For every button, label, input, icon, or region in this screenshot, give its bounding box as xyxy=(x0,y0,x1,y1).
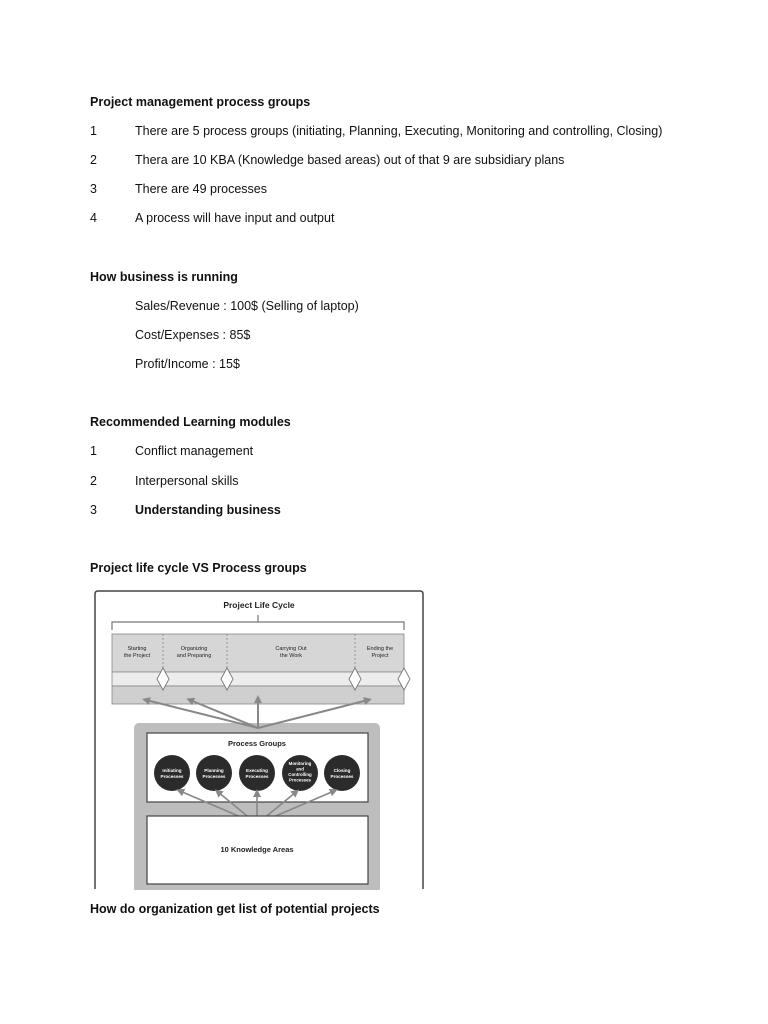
list-number: 2 xyxy=(90,153,97,167)
list-item: Understanding business xyxy=(135,503,281,517)
process-label: Monitoring xyxy=(288,761,312,766)
process-label: Planning xyxy=(204,768,224,773)
phase-label: the Project xyxy=(123,653,151,659)
list-item: Interpersonal skills xyxy=(135,474,239,488)
phase-label: Project xyxy=(371,653,389,659)
heading-learning-modules: Recommended Learning modules xyxy=(90,415,291,429)
diagram-title: Project Life Cycle xyxy=(223,600,295,610)
process-label: Controlling xyxy=(288,772,312,777)
phase-band xyxy=(112,634,404,672)
business-line-cost: Cost/Expenses : 85$ xyxy=(135,328,251,342)
list-number: 2 xyxy=(90,474,97,488)
lifecycle-bracket xyxy=(112,615,404,630)
heading-business-running: How business is running xyxy=(90,270,238,284)
process-label: Processes xyxy=(160,774,184,779)
phase-label: and Preparing xyxy=(176,653,212,659)
heading-process-groups: Project management process groups xyxy=(90,95,311,109)
list-item: There are 5 process groups (initiating, Planning, Executing, Monitoring and controlling, Closing) xyxy=(135,124,663,138)
process-label: Processes xyxy=(202,774,226,779)
list-number: 3 xyxy=(90,182,97,196)
list-item: Thera are 10 KBA (Knowledge based areas) out of that 9 are subsidiary plans xyxy=(135,153,565,167)
heading-potential-projects: How do organization get list of potential projects xyxy=(90,902,380,916)
list-item: There are 49 processes xyxy=(135,182,268,196)
process-label: Closing xyxy=(333,768,351,773)
lifecycle-diagram-svg xyxy=(92,588,426,890)
process-circle-planning xyxy=(196,755,232,791)
knowledge-areas-label: 10 Knowledge Areas xyxy=(220,845,294,854)
process-label: Processes xyxy=(330,774,354,779)
process-label: Processes xyxy=(245,774,269,779)
process-label: Initiating xyxy=(162,768,182,773)
process-label: Executing xyxy=(246,768,268,773)
business-line-revenue: Sales/Revenue : 100$ (Selling of laptop) xyxy=(135,299,359,313)
list-number: 3 xyxy=(90,503,97,517)
process-label: Processes xyxy=(289,777,311,783)
list-item: A process will have input and output xyxy=(135,211,335,225)
lifecycle-diagram xyxy=(92,588,426,890)
list-item: Conflict management xyxy=(135,444,254,458)
phase-label: Organizing xyxy=(180,646,208,652)
process-groups-label: Process Groups xyxy=(228,739,286,748)
process-circle-closing xyxy=(324,755,360,791)
phase-label: Ending the xyxy=(366,646,394,652)
phase-label: the Work xyxy=(280,653,302,659)
phase-label: Starting xyxy=(127,646,147,652)
process-circle-initiating xyxy=(154,755,190,791)
business-line-profit: Profit/Income : 15$ xyxy=(135,357,240,371)
heading-lifecycle-vs-process: Project life cycle VS Process groups xyxy=(90,561,307,575)
list-number: 4 xyxy=(90,211,97,225)
process-label: and xyxy=(296,766,304,772)
process-circle-executing xyxy=(239,755,275,791)
phase-label: Carrying Out xyxy=(275,646,307,652)
list-number: 1 xyxy=(90,444,97,458)
list-number: 1 xyxy=(90,124,97,138)
